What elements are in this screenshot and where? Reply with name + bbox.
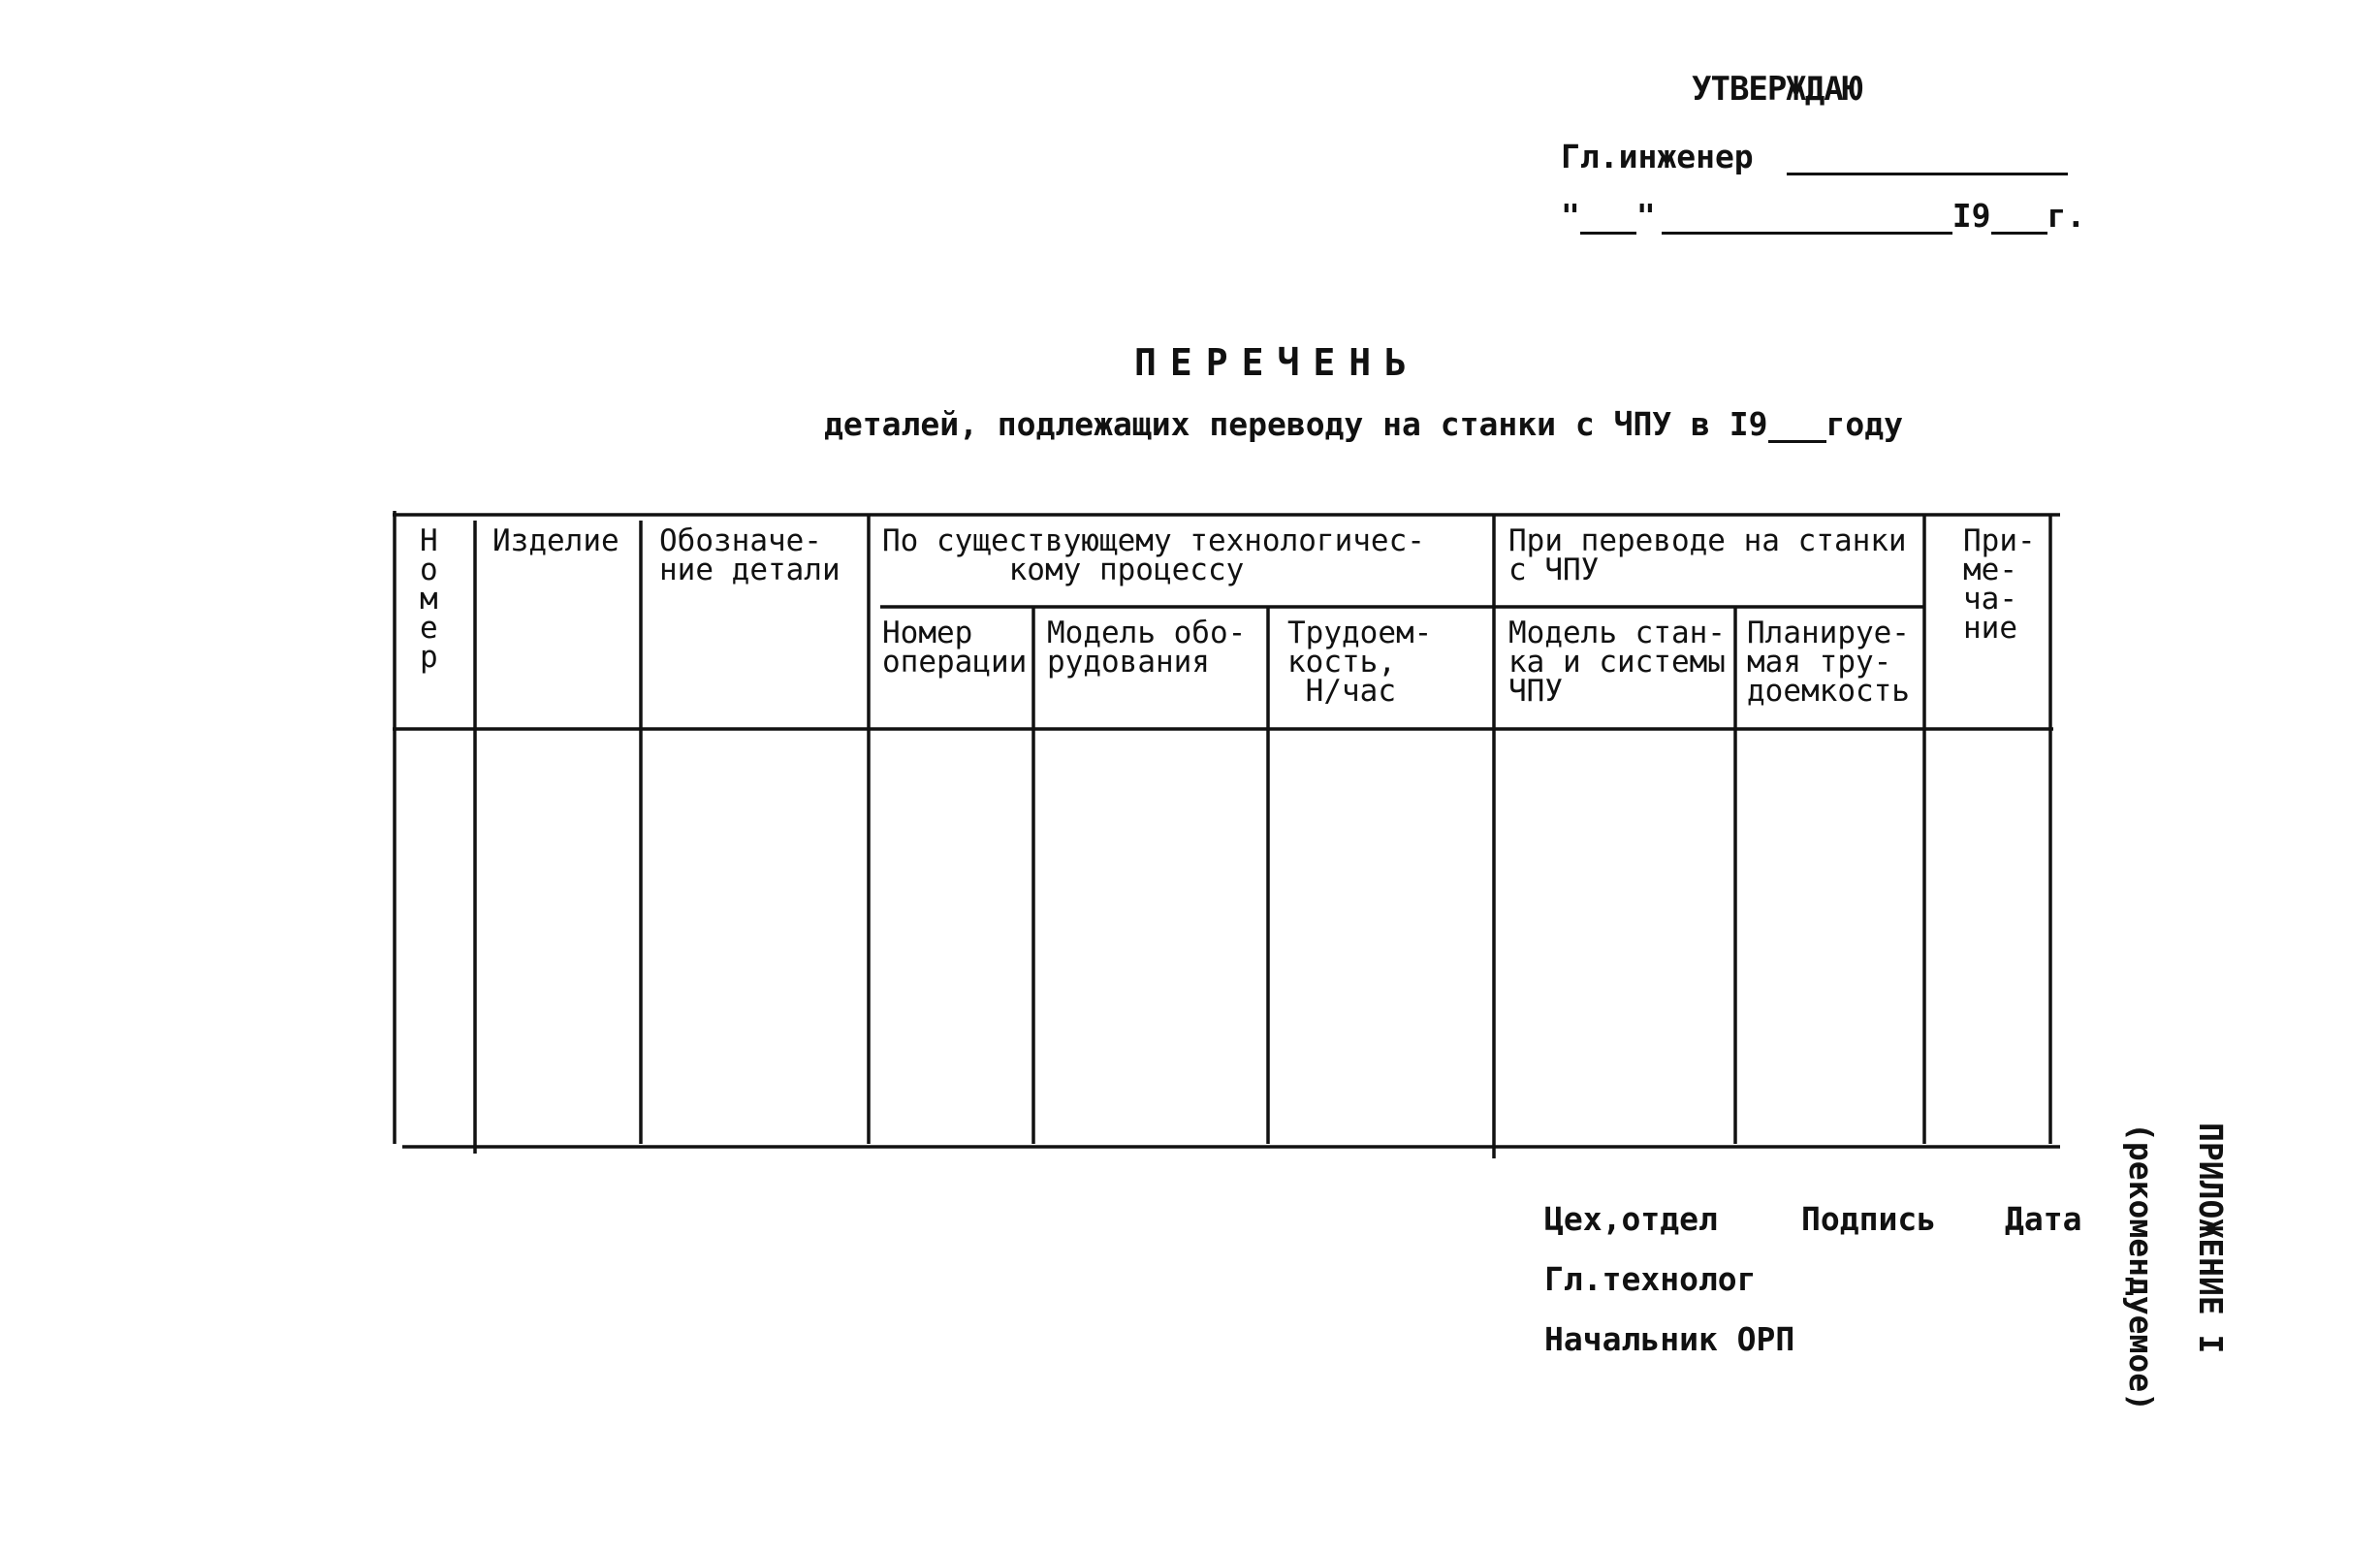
year-prefix: I9	[1952, 197, 1991, 235]
signature-sign-label: Подпись	[1801, 1200, 1937, 1238]
header-group-existing-process: По существующему технологичес- кому процессу	[882, 523, 1425, 587]
subtitle-text: деталей, подлежащих переводу на станки с ЧПУ в I9	[824, 405, 1768, 443]
header-product: Изделие	[492, 523, 619, 558]
header-machine-model: Модель стан- ка и системы ЧПУ	[1508, 616, 1726, 709]
header-note: При- ме- ча- ние	[1963, 523, 2036, 646]
appendix-title: ПРИЛОЖЕНИЕ I	[2192, 1123, 2230, 1354]
header-number: Н о м е р	[420, 523, 438, 675]
document-title: ПЕРЕЧЕНЬ	[1134, 341, 1421, 384]
signature-workshop-label: Цех,отдел	[1544, 1200, 1718, 1238]
date-quote-open: "	[1561, 197, 1580, 235]
header-labor-intensity: Трудоем- кость, Н/час	[1287, 616, 1433, 709]
header-operation-number: Номер операции	[882, 616, 1028, 680]
head-orp-label: Начальник ОРП	[1544, 1320, 1795, 1358]
header-equipment-model: Модель обо- рудования	[1047, 616, 1247, 680]
header-designation: Обозначе- ние детали	[659, 523, 841, 587]
chief-engineer-label: Гл.инженер	[1561, 138, 1754, 175]
subtitle-suffix: году	[1825, 405, 1904, 443]
signature-date-label: Дата	[2005, 1200, 2082, 1238]
header-group-cnc-transfer: При переводе на станки с ЧПУ	[1508, 523, 1907, 587]
header-planned-labor: Планируе- мая тру- доемкость	[1747, 616, 1910, 709]
chief-technologist-label: Гл.технолог	[1544, 1260, 1757, 1298]
approval-title: УТВЕРЖДАЮ	[1692, 70, 1862, 109]
year-suffix: г.	[2047, 197, 2086, 235]
appendix-note: (рекомендуемое)	[2122, 1123, 2160, 1412]
date-quote-close: "	[1635, 197, 1656, 235]
